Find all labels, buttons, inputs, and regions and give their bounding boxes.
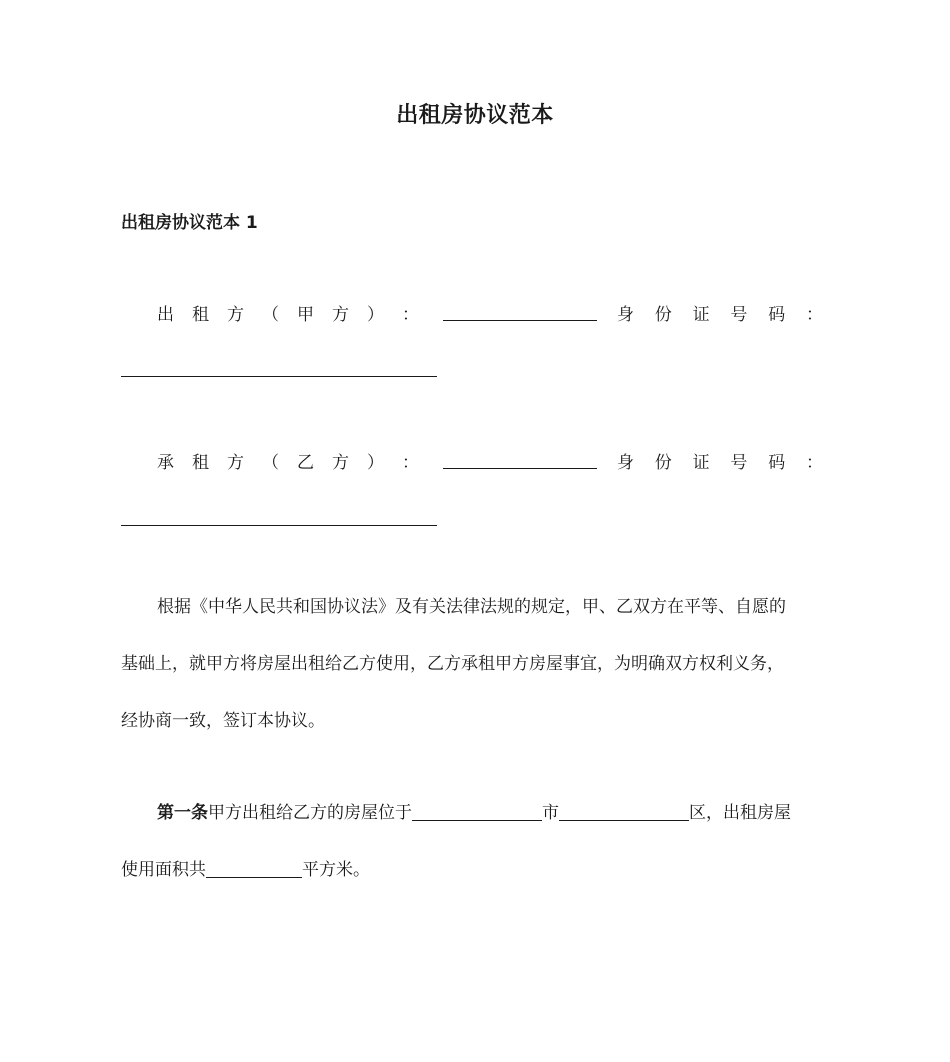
id-label-char: 身 [617,453,634,473]
article-1 [121,785,831,899]
lessor-id-blank [121,376,437,377]
area-blank [206,859,302,878]
lessee-id-label [617,448,823,473]
lessee-id-blank [121,525,437,526]
lessor-label-char: 租 [192,305,209,325]
id-label-char: 码 [768,453,786,473]
lessor-label-char: 出 [157,305,174,325]
city-blank [412,802,542,821]
lessor-name-blank [443,320,597,321]
article-text: 区，出租房屋 [689,803,791,823]
id-label-char: 号 [730,453,748,473]
lessee-label [157,448,419,473]
article-text: 甲方出租给乙方的房屋位于 [208,803,412,823]
id-label-char: 号 [730,305,748,325]
lessee-line [121,448,831,474]
id-label-char: 份 [654,305,672,325]
id-label-char: 码 [768,305,786,325]
lessor-line [121,300,831,326]
lessor-label-char: 方 [227,305,244,325]
lessee-label-char: 租 [192,453,209,473]
lessor-label-char: ） [367,305,384,325]
id-label-char: 证 [692,453,710,473]
district-blank [559,802,689,821]
article-text: 使用面积共 [121,860,206,880]
lessor-label [157,300,419,325]
id-label-char: 身 [617,305,634,325]
lessee-label-char: 方 [332,453,349,473]
lessee-label-char: 方 [227,453,244,473]
id-label-char: 份 [654,453,672,473]
lessee-label-char: 承 [157,453,174,473]
article-text: 平方米。 [302,860,370,880]
section-subtitle: 出租房协议范本 1 [121,213,258,233]
lessee-name-blank [443,468,597,469]
lessee-label-char: 乙 [297,453,314,473]
lessor-label-char: （ [262,305,279,325]
lessee-label-char: （ [262,453,279,473]
document-title: 出租房协议范本 [396,103,554,128]
id-label-char: ： [805,453,823,473]
id-label-char: ： [805,305,823,325]
preamble-paragraph [121,579,831,750]
lessor-id-label [617,300,823,325]
article-heading: 第一条 [157,803,208,823]
preamble-line: 根据《中华人民共和国协议法》及有关法律法规的规定，甲、乙双方在平等、自愿的 [157,597,786,617]
article-text: 市 [542,803,559,823]
preamble-line: 经协商一致，签订本协议。 [121,711,325,731]
lessee-label-char: ） [367,453,384,473]
preamble-line: 基础上，就甲方将房屋出租给乙方使用，乙方承租甲方房屋事宜，为明确双方权利义务， [121,654,784,674]
id-label-char: 证 [692,305,710,325]
lessee-label-char: ： [402,453,419,473]
lessor-label-char: ： [402,305,419,325]
lessor-label-char: 方 [332,305,349,325]
lessor-label-char: 甲 [297,305,314,325]
